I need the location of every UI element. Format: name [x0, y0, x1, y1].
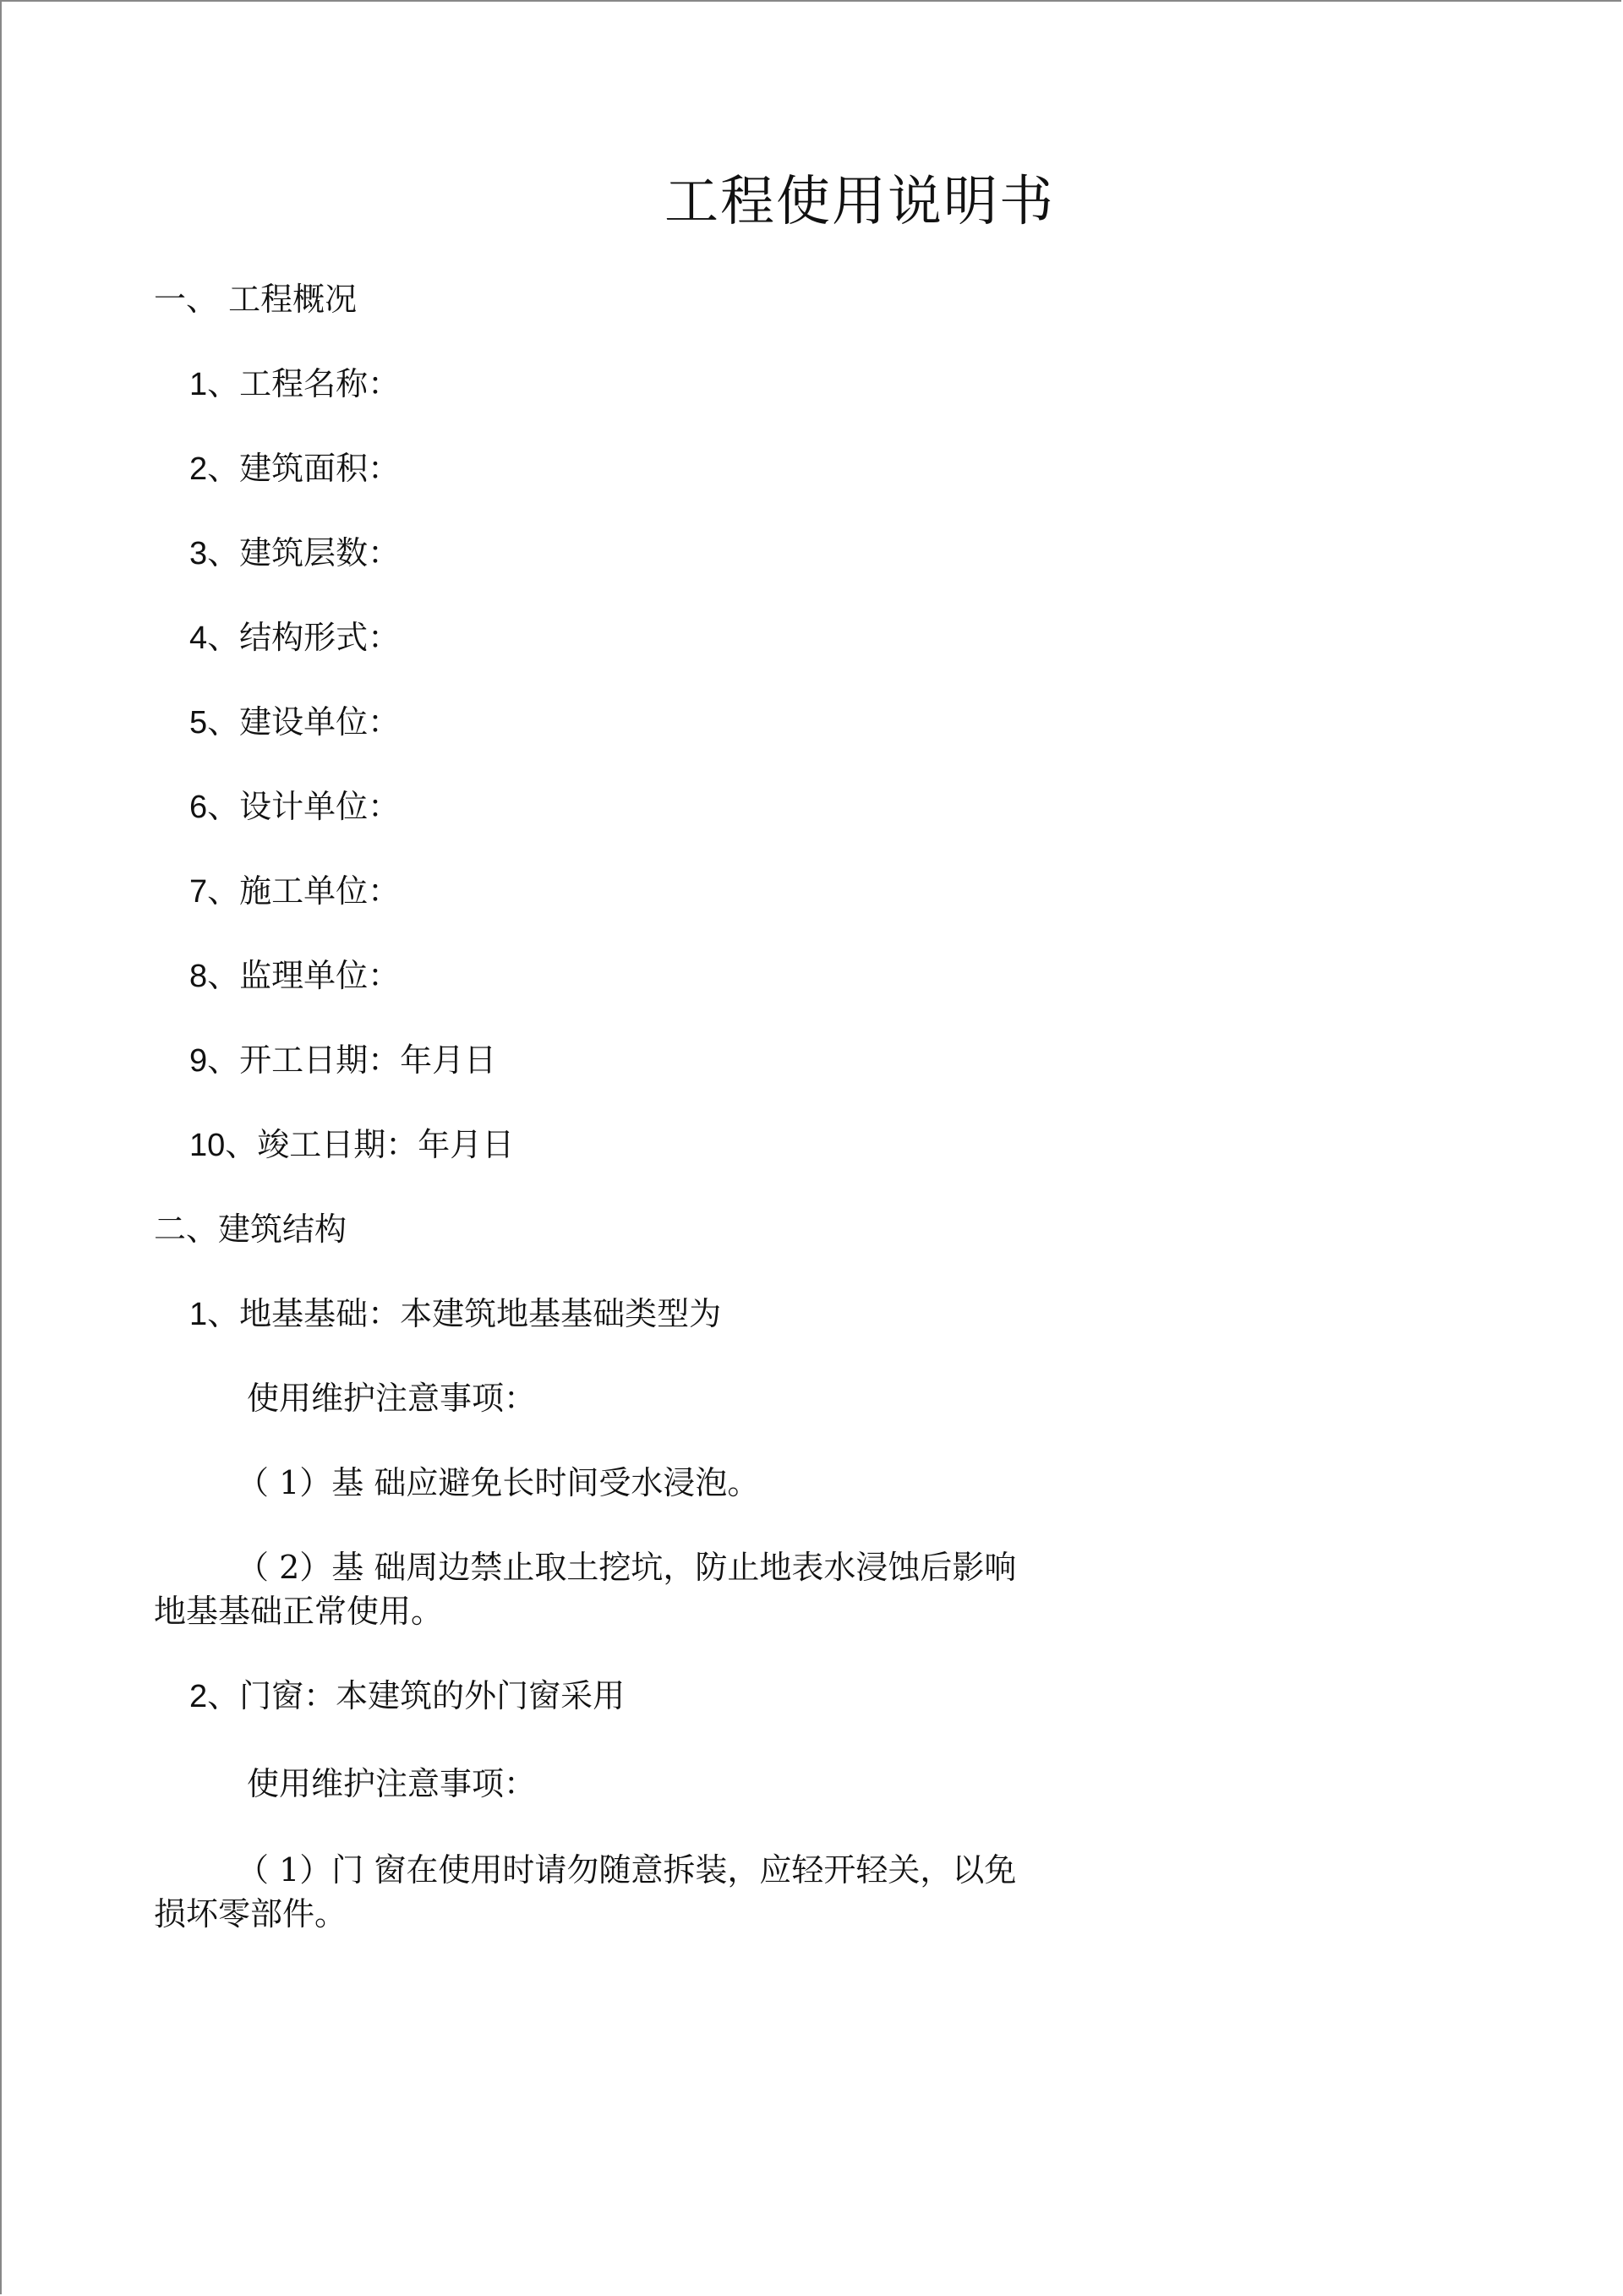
list-item-floor-count [189, 531, 400, 576]
foundation-note-2-line-2: 地基基础正常使用。 [154, 1593, 444, 1630]
item-number: 2 [189, 1679, 208, 1714]
item-label: 、施工单位： [207, 872, 401, 910]
list-item-owner-unit [189, 700, 400, 745]
list-item-construction-unit [189, 869, 400, 914]
item-number: 8 [189, 959, 208, 994]
list-item-supervision-unit [189, 954, 400, 998]
foundation-notes-label: 使用维护注意事项： [247, 1380, 537, 1417]
item-number: 1 [189, 1297, 208, 1332]
item-number: 6 [189, 790, 208, 825]
item-label: 、地基基础：本建筑地基基础类型为 [207, 1295, 722, 1332]
item-label: 、建筑层数： [207, 534, 401, 571]
foundation-note-1: （ 1）基 础应避免长时间受水浸泡。 [237, 1464, 760, 1501]
item-label: 、建筑面积： [207, 450, 401, 487]
foundation-item [189, 1292, 721, 1337]
list-item-building-area [189, 446, 400, 491]
windows-notes-label: 使用维护注意事项： [247, 1765, 537, 1802]
windows-note-1-line-1: （ 1）门 窗在使用时请勿随意拆装，应轻开轻关，以免 [237, 1851, 1017, 1889]
item-number: 1 [189, 367, 208, 402]
list-item-project-name [189, 362, 400, 407]
item-label: 、设计单位： [207, 788, 401, 825]
item-label: 、结构形式： [207, 619, 401, 656]
item-label: 、监理单位： [207, 957, 401, 994]
windows-note-1-line-2: 损坏零部件。 [154, 1895, 347, 1932]
item-label: 、建设单位： [207, 703, 401, 741]
item-label: 、开工日期：年月日 [207, 1041, 497, 1079]
item-number: 10 [189, 1128, 226, 1163]
list-item-start-date [189, 1038, 496, 1083]
list-item-structure-type [189, 615, 400, 660]
document-title: 工程使用说明书 [664, 171, 1055, 233]
item-label: 、门窗：本建筑的外门窗采用 [207, 1677, 626, 1714]
foundation-note-2-line-1: （ 2）基 础周边禁止取土挖坑，防止地表水浸蚀后影响 [237, 1549, 1017, 1586]
section-1-heading: 一、 工程概况 [154, 281, 358, 318]
item-number: 7 [189, 874, 208, 910]
item-number: 4 [189, 620, 208, 656]
windows-item [189, 1674, 625, 1719]
item-number: 5 [189, 705, 208, 741]
list-item-completion-date [189, 1123, 514, 1167]
item-number: 3 [189, 536, 208, 571]
item-number: 9 [189, 1043, 208, 1079]
list-item-design-unit [189, 784, 400, 829]
section-2-heading: 二、建筑结构 [154, 1211, 347, 1248]
item-label: 、竣工日期：年月日 [225, 1126, 515, 1163]
item-label: 、工程名称： [207, 365, 401, 402]
item-number: 2 [189, 451, 208, 487]
